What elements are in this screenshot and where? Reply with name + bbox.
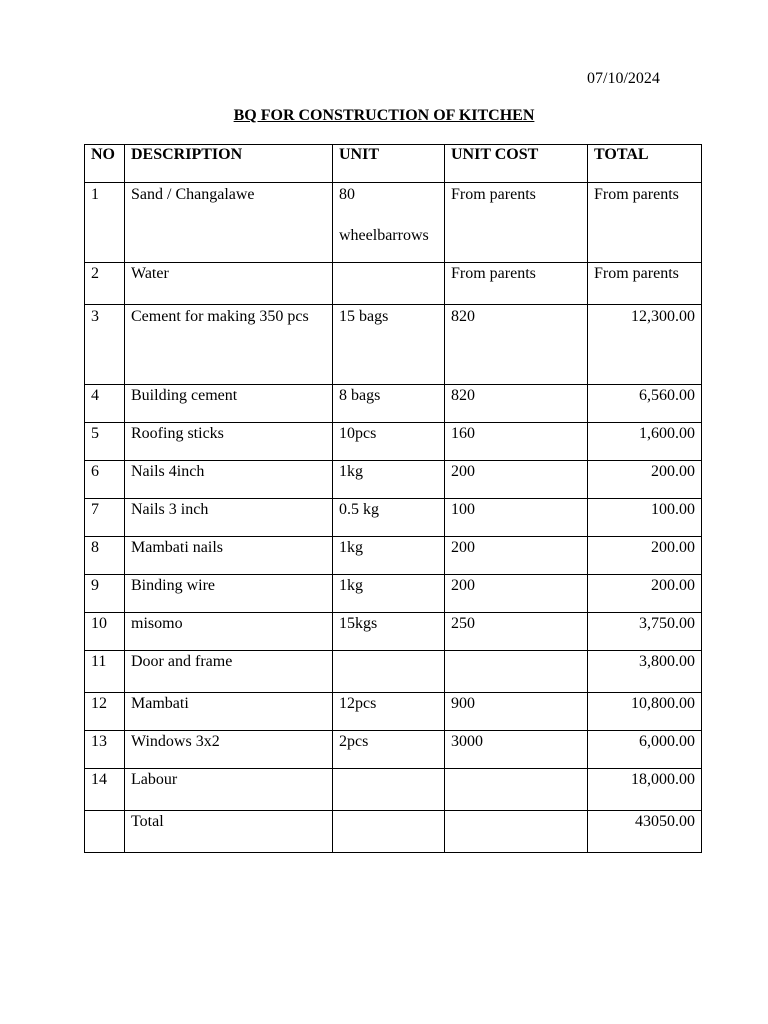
row-no: 4 <box>85 385 125 423</box>
row-unit: 12pcs <box>333 693 445 731</box>
table-row <box>85 305 702 385</box>
row-description: misomo <box>125 613 333 651</box>
row-no: 13 <box>85 731 125 769</box>
row-total: 12,300.00 <box>588 305 702 385</box>
total-label: Total <box>125 811 333 853</box>
row-total: 100.00 <box>588 499 702 537</box>
row-no: 6 <box>85 461 125 499</box>
row-unit: 1kg <box>333 461 445 499</box>
header-unit: UNIT <box>333 145 445 183</box>
row-unit: 15kgs <box>333 613 445 651</box>
grand-total: 43050.00 <box>588 811 702 853</box>
row-description: Binding wire <box>125 575 333 613</box>
row-unit: 80 wheelbarrows <box>333 183 445 263</box>
row-total: 1,600.00 <box>588 423 702 461</box>
row-total: 3,750.00 <box>588 613 702 651</box>
row-description: Mambati <box>125 693 333 731</box>
row-total: 6,000.00 <box>588 731 702 769</box>
row-unit-cost <box>445 651 588 693</box>
total-no <box>85 811 125 853</box>
row-no: 7 <box>85 499 125 537</box>
row-unit: 0.5 kg <box>333 499 445 537</box>
row-no: 9 <box>85 575 125 613</box>
row-unit-cost <box>445 769 588 811</box>
row-no: 1 <box>85 183 125 263</box>
row-description: Nails 3 inch <box>125 499 333 537</box>
row-unit <box>333 769 445 811</box>
row-unit: 1kg <box>333 575 445 613</box>
row-unit-cost: 160 <box>445 423 588 461</box>
row-no: 8 <box>85 537 125 575</box>
row-description: Building cement <box>125 385 333 423</box>
row-unit-cost: 100 <box>445 499 588 537</box>
table-total-row <box>85 811 702 853</box>
header-total: TOTAL <box>588 145 702 183</box>
row-description: Door and frame <box>125 651 333 693</box>
table-row <box>85 613 702 651</box>
row-description: Labour <box>125 769 333 811</box>
header-unit-cost: UNIT COST <box>445 145 588 183</box>
row-unit-cost: 3000 <box>445 731 588 769</box>
row-unit-cost: 820 <box>445 305 588 385</box>
table-row <box>85 423 702 461</box>
row-unit-cost: 900 <box>445 693 588 731</box>
row-total: From parents <box>588 263 702 305</box>
table-row <box>85 499 702 537</box>
bq-table <box>84 144 702 853</box>
row-total: 200.00 <box>588 461 702 499</box>
row-total: 18,000.00 <box>588 769 702 811</box>
row-total: 3,800.00 <box>588 651 702 693</box>
row-no: 2 <box>85 263 125 305</box>
row-unit: 8 bags <box>333 385 445 423</box>
document-title: BQ FOR CONSTRUCTION OF KITCHEN <box>233 107 535 124</box>
row-no: 10 <box>85 613 125 651</box>
row-unit-cost: 200 <box>445 461 588 499</box>
document-date: 07/10/2024 <box>587 70 660 87</box>
row-description: Roofing sticks <box>125 423 333 461</box>
row-description: Water <box>125 263 333 305</box>
row-description: Cement for making 350 pcs <box>125 305 333 385</box>
row-description: Mambati nails <box>125 537 333 575</box>
row-description: Sand / Changalawe <box>125 183 333 263</box>
table-row <box>85 731 702 769</box>
total-unit <box>333 811 445 853</box>
row-unit-cost: 820 <box>445 385 588 423</box>
row-unit: 1kg <box>333 537 445 575</box>
table-row <box>85 537 702 575</box>
table-row <box>85 461 702 499</box>
row-total: From parents <box>588 183 702 263</box>
row-total: 10,800.00 <box>588 693 702 731</box>
row-unit <box>333 651 445 693</box>
row-unit-cost: From parents <box>445 183 588 263</box>
table-row <box>85 575 702 613</box>
row-unit-cost: 200 <box>445 575 588 613</box>
row-unit-cost: From parents <box>445 263 588 305</box>
row-unit: 10pcs <box>333 423 445 461</box>
row-no: 11 <box>85 651 125 693</box>
row-no: 14 <box>85 769 125 811</box>
row-unit: 15 bags <box>333 305 445 385</box>
header-description: DESCRIPTION <box>125 145 333 183</box>
row-total: 200.00 <box>588 575 702 613</box>
row-description: Windows 3x2 <box>125 731 333 769</box>
table-row <box>85 693 702 731</box>
total-unit-cost <box>445 811 588 853</box>
row-unit: 2pcs <box>333 731 445 769</box>
row-no: 5 <box>85 423 125 461</box>
header-no: NO <box>85 145 125 183</box>
table-row <box>85 651 702 693</box>
row-total: 200.00 <box>588 537 702 575</box>
row-unit-cost: 200 <box>445 537 588 575</box>
table-row <box>85 183 702 263</box>
table-row <box>85 769 702 811</box>
row-no: 3 <box>85 305 125 385</box>
row-description: Nails 4inch <box>125 461 333 499</box>
table-row <box>85 385 702 423</box>
row-no: 12 <box>85 693 125 731</box>
row-total: 6,560.00 <box>588 385 702 423</box>
row-unit-cost: 250 <box>445 613 588 651</box>
